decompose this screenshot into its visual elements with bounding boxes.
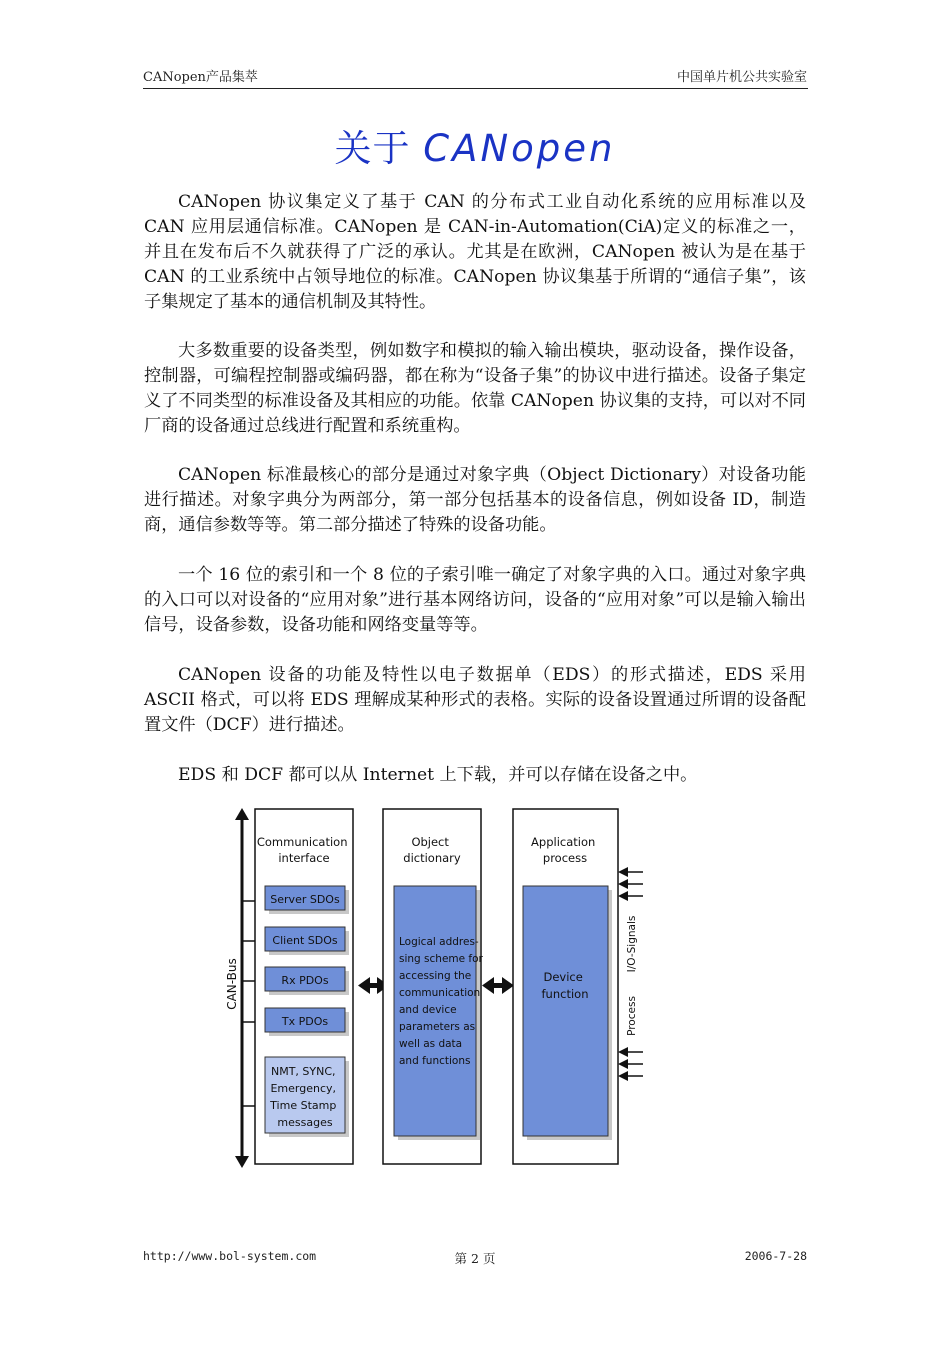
footer-url: http://www.bol-system.com [143,1249,317,1263]
title-cn: 关于 [334,127,424,170]
object-dictionary-title: Object dictionary [403,835,461,865]
object-dictionary-box [394,886,486,1140]
od-app-arrow [482,977,514,994]
paragraph-3: CANopen 标准最核心的部分是通过对象字典（Object Dictionary）对设备功能进行描述。对象字典分为两部分，第一部分包括基本的设备信息，例如设备 ID，制造商，通信参数等等。第二部分描述了特殊的设备功能。 [144,465,806,535]
svg-text:Tx PDOs: Tx PDOs [281,1015,329,1028]
io-signal-arrows-top [618,867,643,901]
tx-pdos-box [265,1008,349,1036]
svg-text:Logical addres- sing sch: Logical addres- sing scheme for accessing the communication and device parameters as well as data and functions [399,936,483,1067]
server-sdos-box [265,886,349,914]
header-left: CANopen产品集萃 [143,70,258,85]
svg-text:Device function: Device function [541,970,589,1001]
io-signals-label: I/O-Signals [626,915,638,973]
svg-text:Client SDOs: Client SDOs [272,934,338,947]
comm-interface-title: Communication interface [256,835,348,865]
svg-text:NMT, SYNC, Emergency,: NMT, SYNC, Emergency, Time Stamp messages [270,1065,337,1129]
svg-text:Server SDOs: Server SDOs [270,893,340,906]
nmt-sync-box [265,1057,349,1137]
page-title [0,118,950,172]
svg-text:Rx PDOs: Rx PDOs [281,974,329,987]
header-rule [143,88,808,89]
process-label: Process [626,996,638,1036]
device-function-box [523,886,612,1140]
io-signal-arrows-bottom [618,1047,643,1081]
client-sdos-box [265,927,349,955]
canopen-architecture-diagram [225,806,650,1171]
rx-pdos-box [265,967,349,995]
paragraph-2: 大多数重要的设备类型，例如数字和模拟的输入输出模块，驱动设备，操作设备，控制器，可编程控制器或编码器，都在称为“设备子集”的协议中进行描述。设备子集定义了不同类型的标准设备及其相应的功能。依靠 CANopen 协议集的支持，可以对不同厂商的设备通过总线进行配置和系统重构。 [144,341,806,436]
paragraph-1: CANopen 协议集定义了基于 CAN 的分布式工业自动化系统的应用标准以及 CAN 应用层通信标准。CANopen 是 CAN-in-Automation(CiA)定义的标准之一，并且在发布后不久就获得了广泛的承认。尤其是在欧洲，CANopen 被认为是在基于 CAN 的工业系统中占领导地位的标准。CANopen 协议集基于所谓的“通信子集”，该子集规定了基本的通信机制及其特性。 [144,192,806,312]
application-process-title: Application process [531,835,596,865]
paragraph-6: EDS 和 DCF 都可以从 Internet 上下载，并可以存储在设备之中。 [178,765,698,785]
title-latin: CANopen [423,127,616,170]
can-bus-label: CAN-Bus [225,958,239,1010]
paragraph-5: CANopen 设备的功能及特性以电子数据单（EDS）的形式描述，EDS 采用 ASCII 格式，可以将 EDS 理解成某种形式的表格。实际的设备设置通过所谓的设备配置文件（DCF）进行描述。 [144,665,806,735]
footer-page-number: 第 2 页 [454,1251,496,1266]
footer-date: 2006-7-28 [744,1249,807,1263]
header-right: 中国单片机公共实验室 [676,70,807,85]
paragraph-4: 一个 16 位的索引和一个 8 位的子索引唯一确定了对象字典的入口。通过对象字典的入口可以对设备的“应用对象”进行基本网络访问，设备的“应用对象”可以是输入输出信号，设备参数，设备功能和网络变量等等。 [144,565,806,635]
